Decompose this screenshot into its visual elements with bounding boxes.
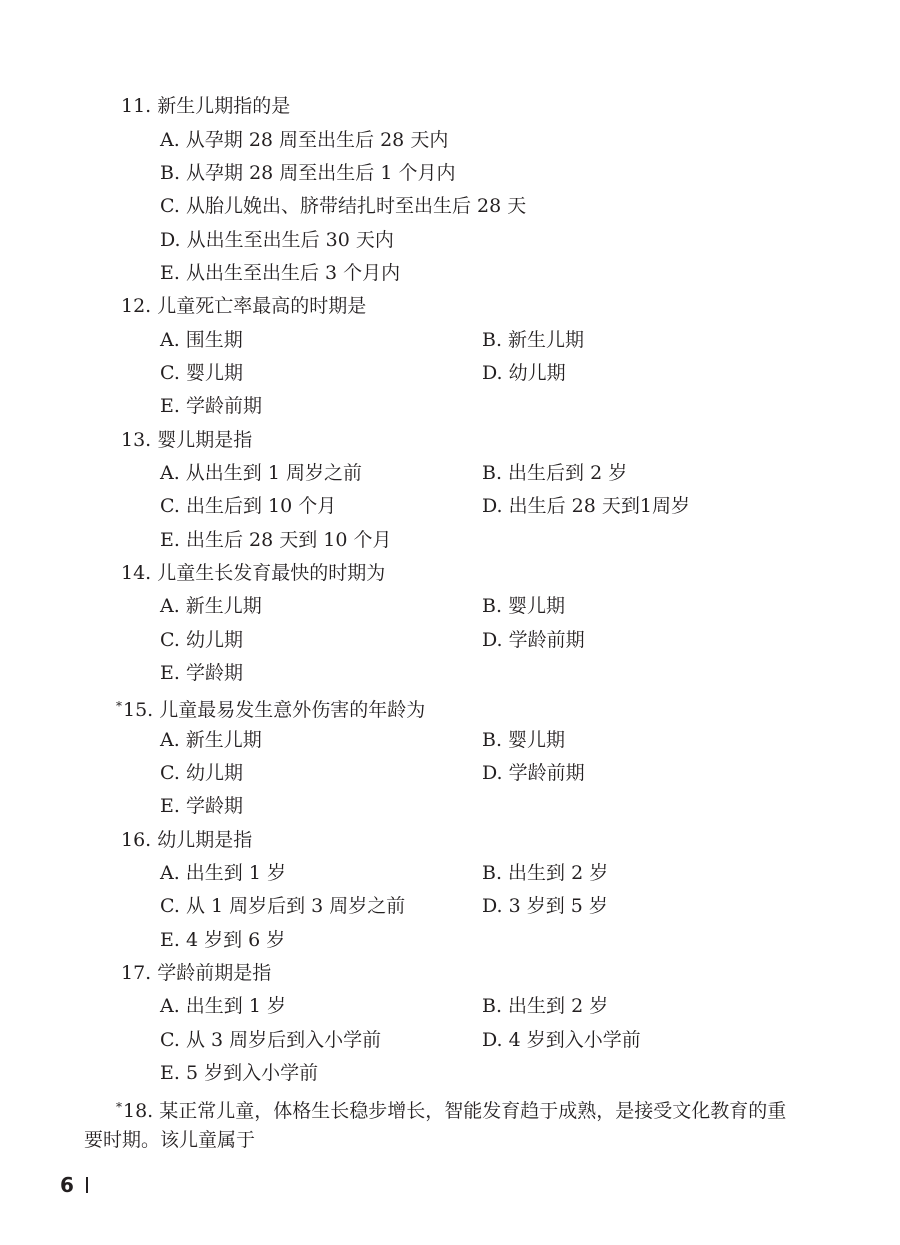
option-c: C. 从胎儿娩出、脐带结扎时至出生后 28 天 bbox=[160, 195, 527, 217]
question-stem: 13. 婴儿期是指 bbox=[121, 429, 253, 451]
option-e: E. 出生后 28 天到 10 个月 bbox=[160, 529, 392, 551]
question-stem: 14. 儿童生长发育最快的时期为 bbox=[121, 562, 386, 584]
option-d: D. 出生后 28 天到1周岁 bbox=[482, 495, 690, 517]
page-number: 6 bbox=[60, 1173, 74, 1197]
option-a: A. 出生到 1 岁 bbox=[160, 995, 286, 1017]
important-star-mark: * bbox=[116, 699, 122, 713]
option-b: B. 新生儿期 bbox=[482, 329, 585, 351]
option-d: D. 3 岁到 5 岁 bbox=[482, 895, 608, 917]
option-b: B. 出生到 2 岁 bbox=[482, 995, 609, 1017]
option-b: B. 出生到 2 岁 bbox=[482, 862, 609, 884]
option-d: D. 4 岁到入小学前 bbox=[482, 1029, 641, 1051]
option-c: C. 幼儿期 bbox=[160, 762, 243, 784]
option-d: D. 从出生至出生后 30 天内 bbox=[160, 229, 394, 251]
option-e: E. 学龄期 bbox=[160, 795, 243, 817]
option-a: A. 围生期 bbox=[160, 329, 243, 351]
question-stem: 11. 新生儿期指的是 bbox=[121, 95, 291, 117]
option-b: B. 婴儿期 bbox=[482, 595, 566, 617]
question-stem: 17. 学龄前期是指 bbox=[121, 962, 272, 984]
important-star-mark: * bbox=[116, 1100, 122, 1114]
question-stem-continued: 要时期。该儿童属于 bbox=[84, 1129, 256, 1151]
question-stem-text: 15. 儿童最易发生意外伤害的年龄为 bbox=[123, 699, 426, 721]
question-stem: 12. 儿童死亡率最高的时期是 bbox=[121, 295, 367, 317]
option-c: C. 幼儿期 bbox=[160, 629, 243, 651]
option-c: C. 出生后到 10 个月 bbox=[160, 495, 337, 517]
option-c: C. 婴儿期 bbox=[160, 362, 243, 384]
option-b: B. 出生后到 2 岁 bbox=[482, 462, 628, 484]
option-c: C. 从 1 周岁后到 3 周岁之前 bbox=[160, 895, 406, 917]
option-e: E. 从出生至出生后 3 个月内 bbox=[160, 262, 401, 284]
question-stem bbox=[116, 1094, 786, 1124]
option-a: A. 从孕期 28 周至出生后 28 天内 bbox=[160, 129, 449, 151]
option-b: B. 从孕期 28 周至出生后 1 个月内 bbox=[160, 162, 456, 184]
question-stem: 16. 幼儿期是指 bbox=[121, 829, 253, 851]
option-a: A. 新生儿期 bbox=[160, 729, 262, 751]
option-d: D. 幼儿期 bbox=[482, 362, 566, 384]
option-a: A. 从出生到 1 周岁之前 bbox=[160, 462, 362, 484]
option-d: D. 学龄前期 bbox=[482, 629, 585, 651]
question-stem-text: 18. 某正常儿童，体格生长稳步增长，智能发育趋于成熟，是接受文化教育的重 bbox=[123, 1100, 787, 1122]
option-e: E. 学龄前期 bbox=[160, 395, 262, 417]
option-e: E. 学龄期 bbox=[160, 662, 243, 684]
option-d: D. 学龄前期 bbox=[482, 762, 585, 784]
option-a: A. 新生儿期 bbox=[160, 595, 262, 617]
option-b: B. 婴儿期 bbox=[482, 729, 566, 751]
option-c: C. 从 3 周岁后到入小学前 bbox=[160, 1029, 382, 1051]
page-number-divider bbox=[86, 1177, 88, 1193]
option-e: E. 4 岁到 6 岁 bbox=[160, 929, 286, 951]
question-stem bbox=[116, 693, 425, 723]
option-a: A. 出生到 1 岁 bbox=[160, 862, 286, 884]
option-e: E. 5 岁到入小学前 bbox=[160, 1062, 319, 1084]
